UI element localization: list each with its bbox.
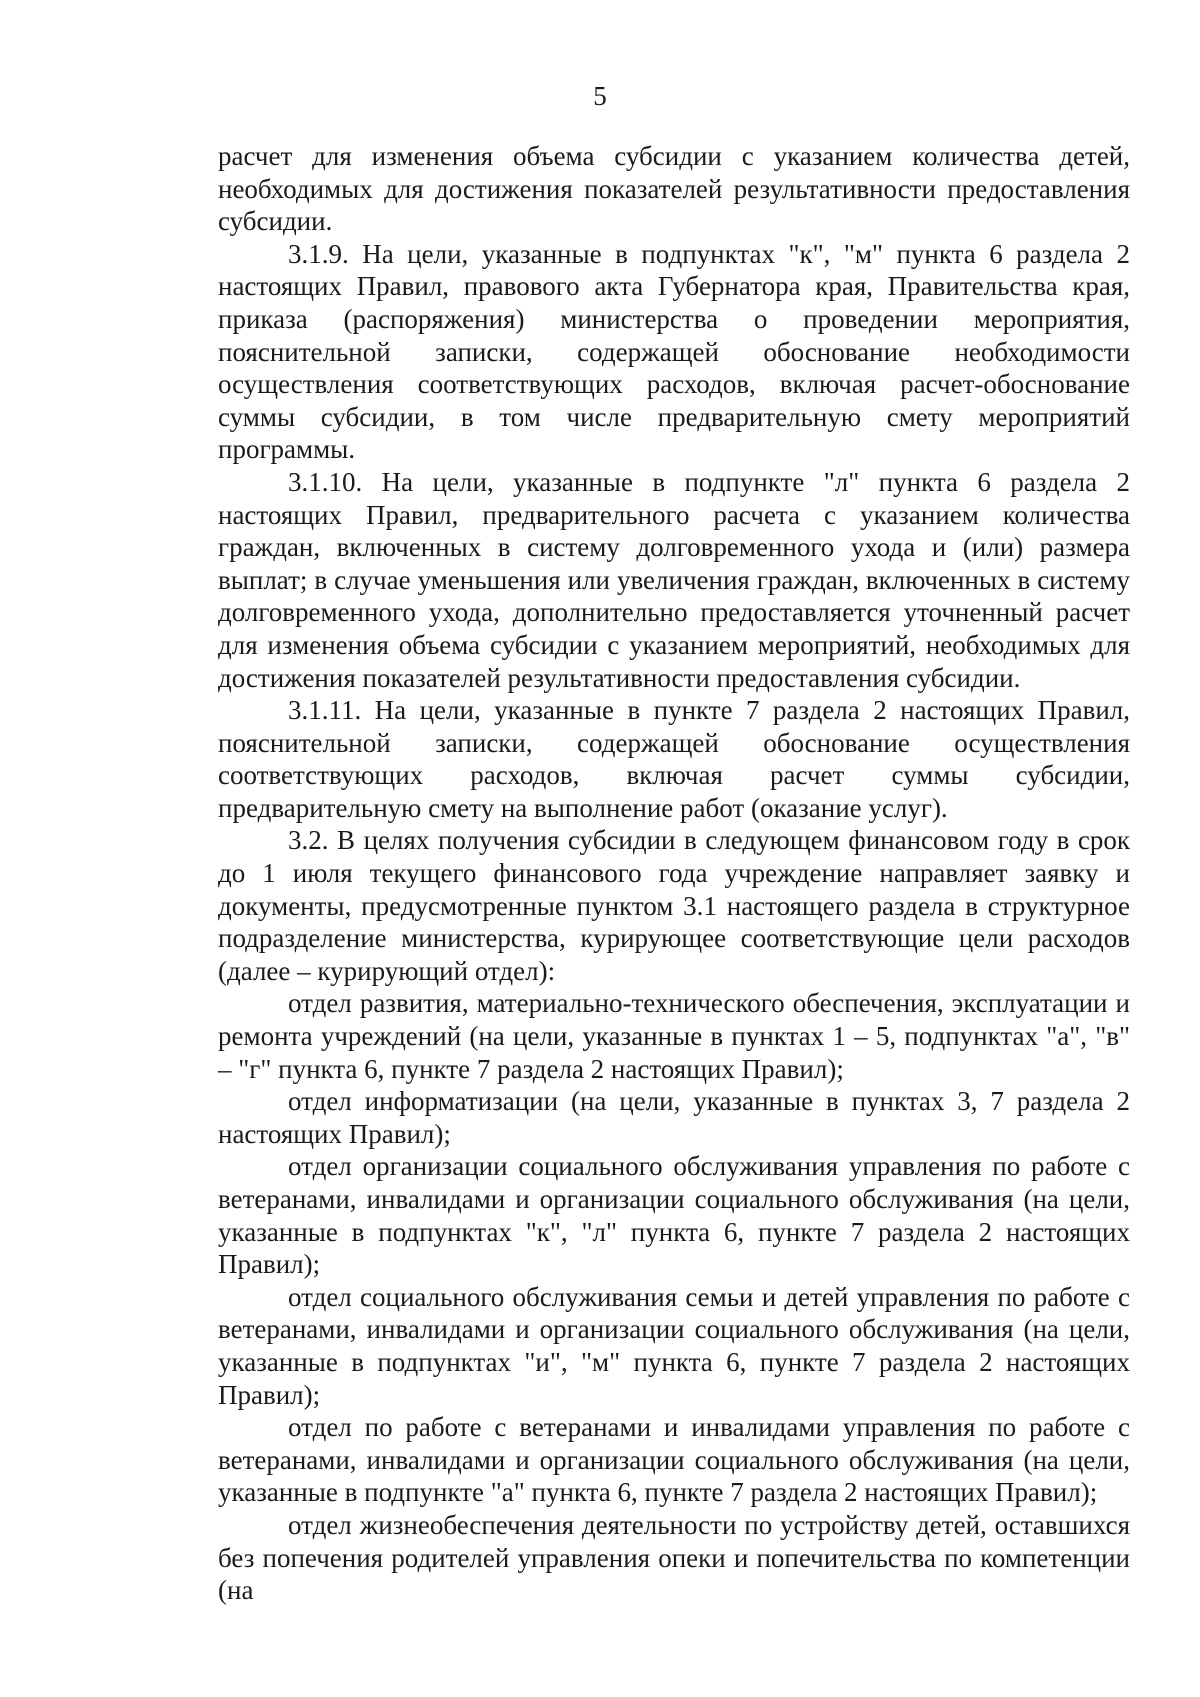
- paragraph-continuation: расчет для изменения объема субсидии с указанием количества детей, необходимых для достижения показателей результативности предоставления субсидии.: [218, 141, 1130, 237]
- paragraph-department-child-welfare: отдел жизнеобеспечения деятельности по устройству детей, оставшихся без попечения родителей управления опеки и попечительства по компетенции (на: [218, 1509, 1130, 1606]
- paragraph-department-development: отдел развития, материально-технического обеспечения, эксплуатации и ремонта учреждений (на цели, указанные в пунктах 1 – 5, подпунктах "а", "в" – "г" пункта 6, пункте 7 раздела 2 настоящих Правил);: [218, 988, 1130, 1084]
- document-body: [218, 140, 1130, 1607]
- paragraph-3-1-10: 3.1.10. На цели, указанные в подпункте "л" пункта 6 раздела 2 настоящих Правил, предварительного расчета с указанием количества граждан, включенных в систему долговременного ухода и (или) размера выплат; в случае уменьшения или увеличения граждан, включенных в систему долговременного ухода, дополнительно предоставляется уточненный расчет для изменения объема субсидии с указанием мероприятий, необходимых для достижения показателей результативности предоставления субсидии.: [218, 466, 1130, 693]
- paragraph-department-family-children: отдел социального обслуживания семьи и детей управления по работе с ветеранами, инвалидами и организации социального обслуживания (на цели, указанные в подпунктах "и", "м" пункта 6, пункте 7 раздела 2 настоящих Правил);: [218, 1281, 1130, 1410]
- paragraph-3-1-9: 3.1.9. На цели, указанные в подпунктах "к", "м" пункта 6 раздела 2 настоящих Правил, правового акта Губернатора края, Правительства края, приказа (распоряжения) министерства о проведении мероприятия, пояснительной записки, содержащей обоснование необходимости осуществления соответствующих расходов, включая расчет-обоснование суммы субсидии, в том числе предварительную смету мероприятий программы.: [218, 238, 1130, 465]
- paragraph-department-veterans: отдел по работе с ветеранами и инвалидами управления по работе с ветеранами, инвалидами и организации социального обслуживания (на цели, указанные в подпункте "а" пункта 6, пункте 7 раздела 2 настоящих Правил);: [218, 1412, 1130, 1508]
- paragraph-department-informatization: отдел информатизации (на цели, указанные в пунктах 3, 7 раздела 2 настоящих Правил);: [218, 1086, 1130, 1149]
- paragraph-3-1-11: 3.1.11. На цели, указанные в пункте 7 раздела 2 настоящих Правил, пояснительной записки, содержащей обоснование осуществления соответствующих расходов, включая расчет суммы субсидии, предварительную смету на выполнение работ (оказание услуг).: [218, 695, 1130, 823]
- paragraph-department-social-service-org: отдел организации социального обслуживания управления по работе с ветеранами, инвалидами и организации социального обслуживания (на цели, указанные в подпунктах "к", "л" пункта 6, пункте 7 раздела 2 настоящих Правил);: [218, 1151, 1130, 1280]
- page-number: 5: [593, 81, 607, 111]
- paragraph-3-2: 3.2. В целях получения субсидии в следующем финансовом году в срок до 1 июля текущего финансового года учреждение направляет заявку и документы, предусмотренные пунктом 3.1 настоящего раздела в структурное подразделение министерства, курирующее соответствующие цели расходов (далее – курирующий отдел):: [218, 825, 1130, 986]
